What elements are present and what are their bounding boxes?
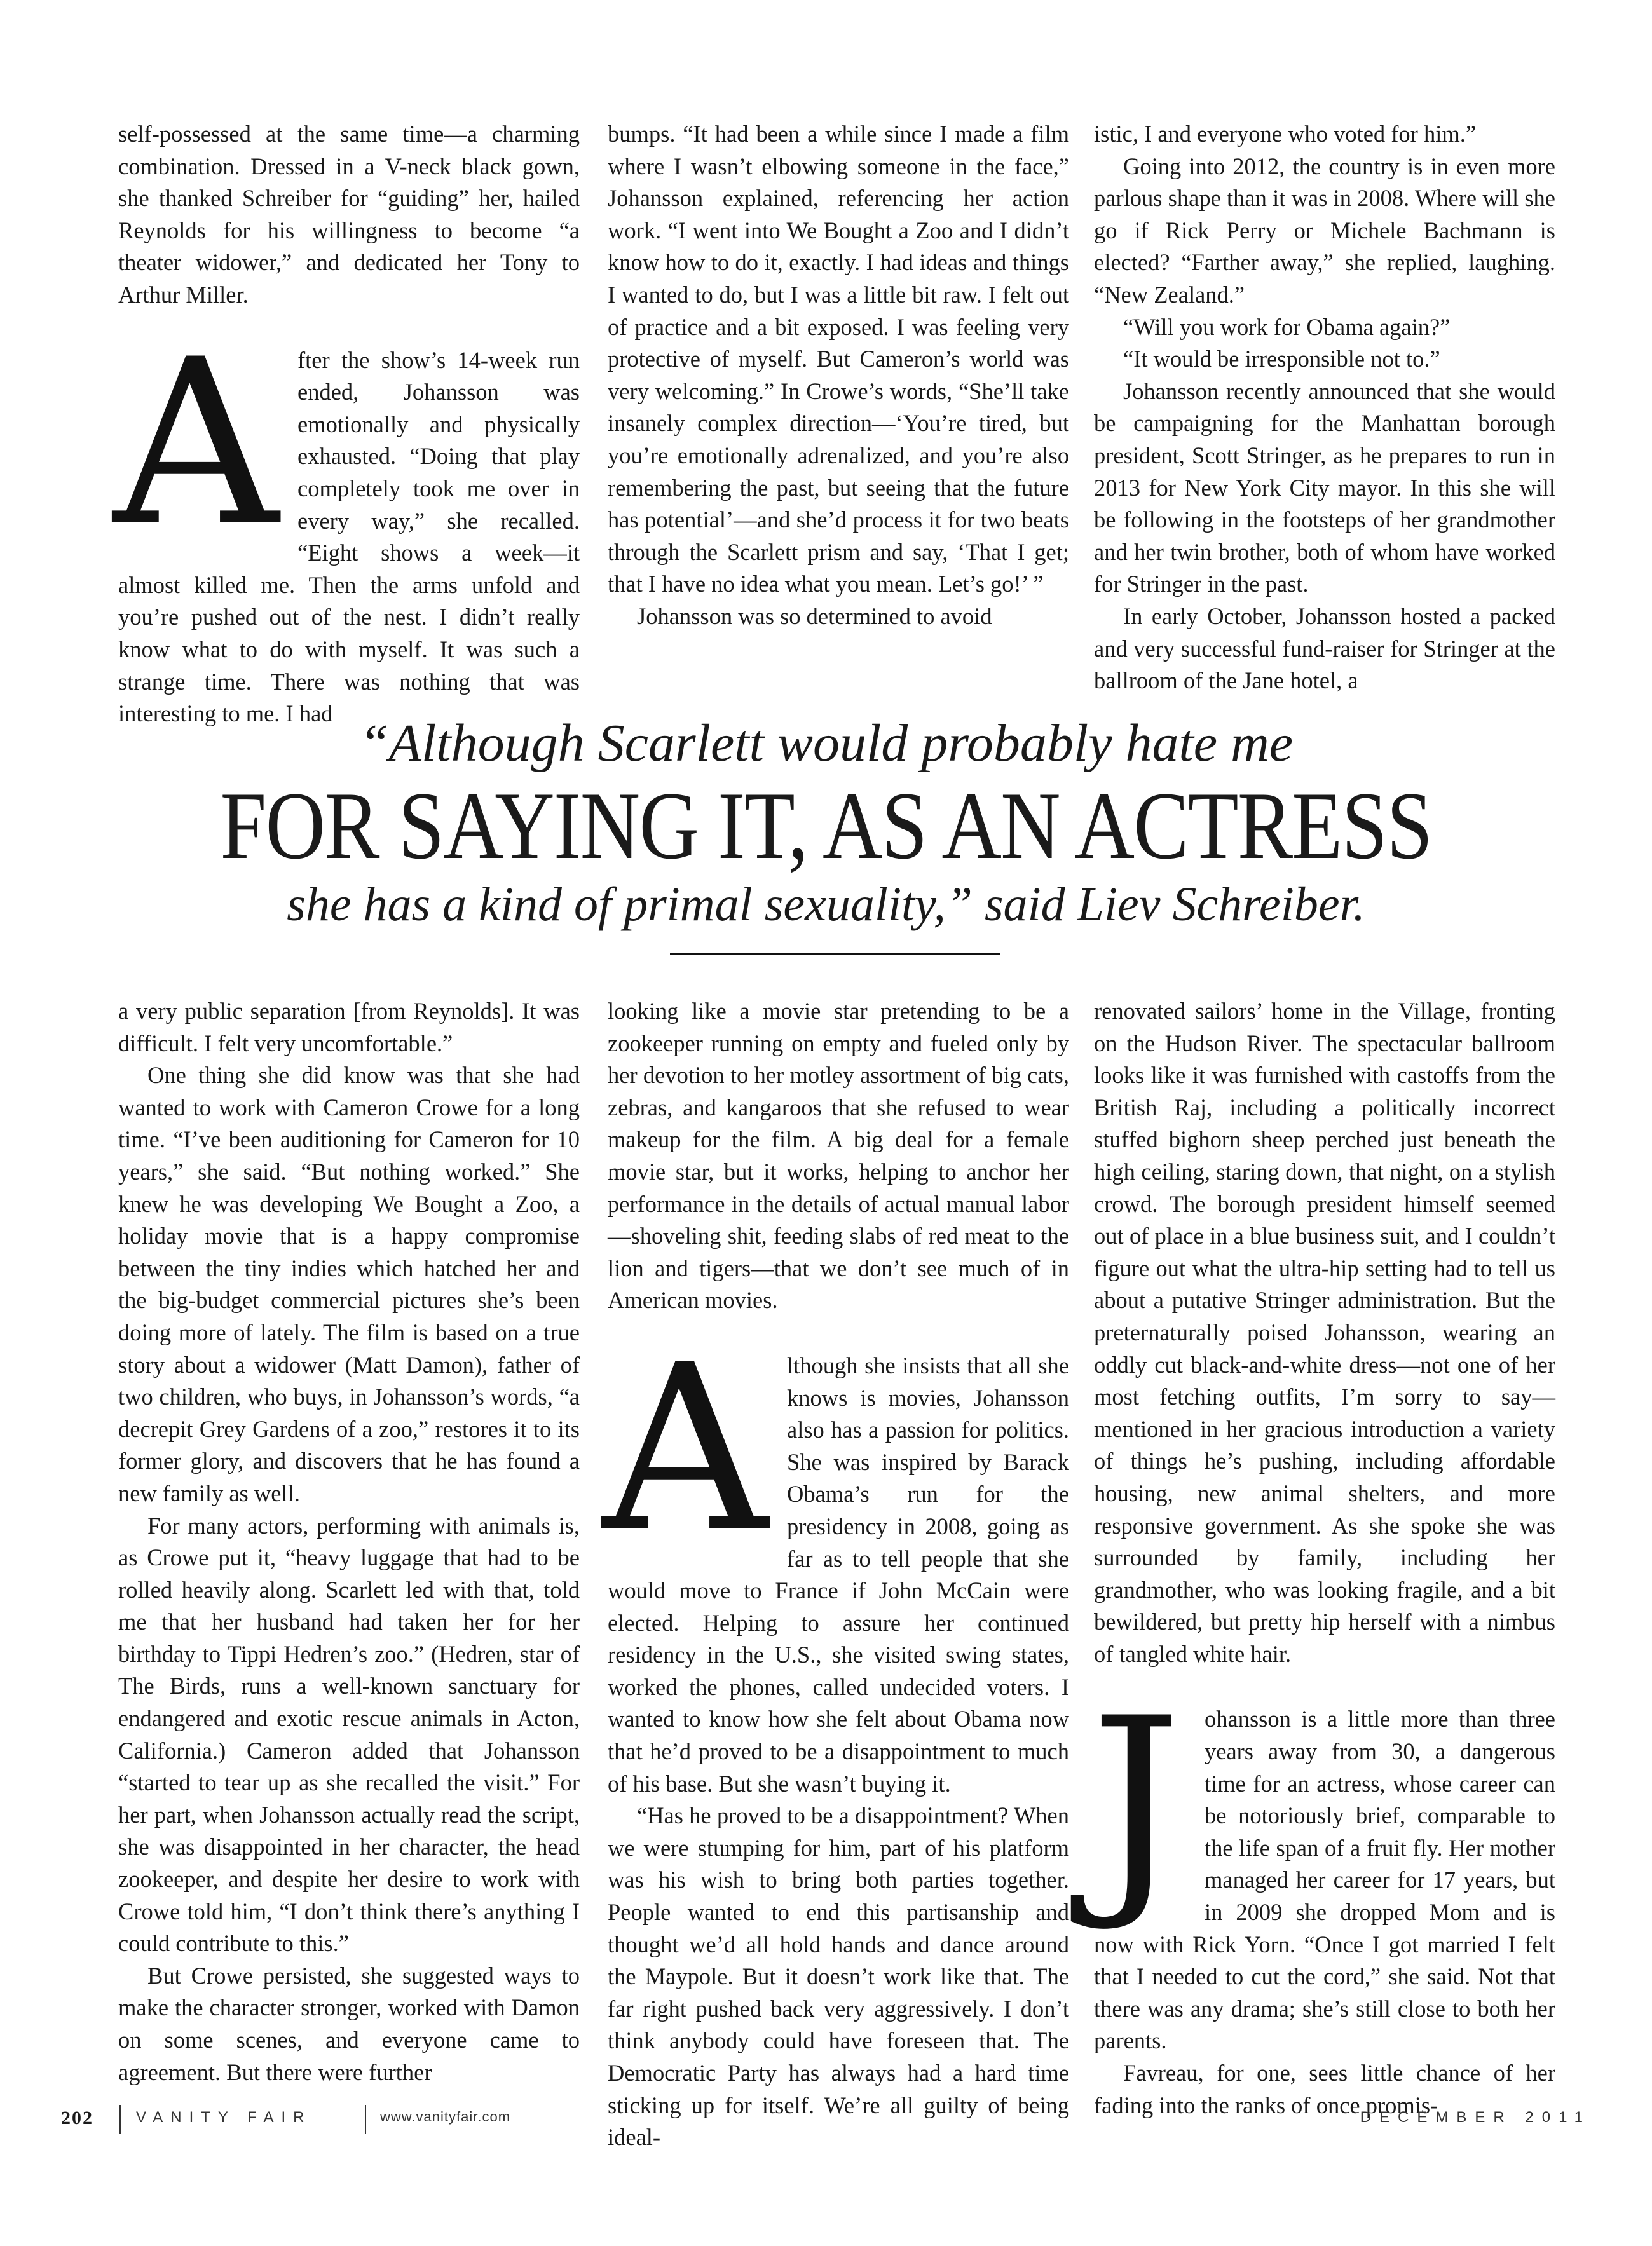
paragraph: “Has he proved to be a disappointment? When we were stumping for him, part of his platform was his wish to bring both parties together. People wanted to end this partisanship and thought we’d all hold hands and dance around the Maypole. But it doesn’t work like that. The far right pushed back very aggressively. I don’t think anybody could have foreseen that. The Democratic Party has always had a hard time sticking up for itself. We’re all guilty of being ideal- — [608, 1802, 1069, 2151]
paragraph: looking like a movie star pretending to be a zookeeper running on empty and fueled only by her devotion to her motley assortment of big cats, zebras, and kangaroos that she refused to wear makeup for the film. A big deal for a female movie star, but it works, helping to anchor her performance in the details of actual manual labor—shoveling shit, feeding slabs of red meat to the lion and tigers—that we don’t see much of in American movies. — [608, 998, 1069, 1314]
page-footer — [61, 2105, 1591, 2135]
column-2-top — [608, 118, 1069, 633]
divider — [365, 2105, 366, 2134]
paragraph: “Will you work for Obama again?” — [1123, 313, 1451, 340]
column-1-bottom — [118, 995, 580, 2088]
website-url[interactable]: www.vanityfair.com — [380, 2109, 511, 2125]
paragraph: But Crowe persisted, she suggested ways to make the character stronger, worked with Damon on some scenes, and everyone came to agreement. But there were further — [118, 1962, 580, 2085]
paragraph: “It would be irresponsible not to.” — [1123, 346, 1440, 372]
paragraph: After the show’s 14-week run ended, Johansson was emotionally and physically exhausted. “Doing that play completely took me over in every way,” she recalled. “Eight shows a week—it almost killed me. Then the arms unfold and you’re pushed out of the nest. I didn’t really know what to do with myself. It was such a strange time. There was nothing that was interesting to me. I had — [113, 310, 580, 727]
column-2-bottom — [603, 995, 1069, 2154]
paragraph: a very public separation [from Reynolds]. It was difficult. I felt very uncomfortable.” — [118, 998, 580, 1056]
pull-quote-line-3: she has a kind of primal sexuality,” said Liev Schreiber. — [287, 878, 1365, 931]
paragraph: istic, I and everyone who voted for him.” — [1094, 121, 1477, 147]
pull-quote-rule — [670, 953, 1000, 955]
column-3-top — [1094, 118, 1555, 697]
drop-cap: A — [603, 1315, 768, 1582]
pull-quote-line-2: FOR SAYING IT, AS AN ACTRESS — [220, 772, 1432, 879]
pull-quote-line-1: “Although Scarlett would probably hate me — [358, 714, 1294, 773]
paragraph: self-possessed at the same time—a charming combination. Dressed in a V-neck black gown, she thanked Schreiber for “guiding” her, hailed Reynolds for his willingness to become “a theater widower,” and dedicated her Tony to Arthur Miller. — [118, 121, 580, 308]
paragraph: In early October, Johansson hosted a packed and very successful fund-raiser for Stringer at the ballroom of the Jane hotel, a — [1094, 602, 1555, 694]
paragraph: Although she insists that all she knows is movies, Johansson also has a passion for politics. She was inspired by Barack Obama’s run for the presidency in 2008, going as far as to tell people that she would move to France if John McCain were elected. Helping to assure her continued residency in the U.S., she visited swing states, worked the phones, called undecided voters. I wanted to know how she felt about Obama now that he’d proved to be a disappointment to much of his base. But she wasn’t buying it. — [603, 1315, 1069, 1797]
page-number: 202 — [61, 2107, 93, 2128]
paragraph: Johansson is a little more than three years away from 30, a dangerous time for an actress, whose career can be notoriously brief, comparable to the life span of a fruit fly. Her mother managed her career for 17 years, but in 2009 she dropped Mom and is now with Rick Yorn. “Once I got married I felt that I needed to cut the cord,” she said. Not that there was any drama; she’s still close to both her parents. — [1090, 1669, 1555, 2054]
magazine-name: VANITY FAIR — [136, 2109, 312, 2126]
paragraph: Favreau, for one, sees little chance of her fading into the ranks of once promis- — [1094, 2060, 1555, 2118]
column-3-bottom — [1090, 995, 1555, 2121]
drop-cap: A — [113, 310, 278, 576]
paragraph: For many actors, performing with animals is, as Crowe put it, “heavy luggage that had to be rolled heavily along. Scarlett led with that, told me that her husband had taken her for her birthday to Tippi Hedren’s zoo.” (Hedren, star of The Birds, runs a well-known sanctuary for endangered and exotic rescue animals in Acton, California.) Cameron added that Johansson “started to tear up as she recalled the visit.” For her part, when Johansson actually read the script, she was disappointed in her character, the head zookeeper, and despite her desire to work with Crowe told him, “I don’t think there’s anything I could contribute to this.” — [118, 1512, 580, 1957]
drop-cap: J — [1090, 1669, 1182, 1936]
paragraph: bumps. “It had been a while since I made a film where I wasn’t elbowing someone in the face,” Johansson explained, referencing her action work. “I went into We Bought a Zoo and I didn’t know how to do it, exactly. I had ideas and things I wanted to do, but I was a little bit raw. I felt out of practice and a bit exposed. I was feeling very protective of myself. But Cameron’s world was very welcoming.” In Crowe’s words, “She’ll take insanely complex direction—‘You’re tired, but you’re emotionally adrenalized, and you’re also remembering the past, but seeing that the future has potential’—and she’d process it for two beats through the Scarlett prism and say, ‘That I get; that I have no idea what you mean. Let’s go!’ ” — [608, 121, 1069, 597]
paragraph: Johansson recently announced that she would be campaigning for the Manhattan borough president, Scott Stringer, as he prepares to run in 2013 for New York City mayor. In this she will be following in the footsteps of her grandmother and her twin brother, both of whom have worked for Stringer in the past. — [1094, 378, 1555, 597]
paragraph: Going into 2012, the country is in even more parlous shape than it was in 2008. Where will she go if Rick Perry or Michele Bachmann is elected? “Farther away,” she replied, laughing. “New Zealand.” — [1094, 153, 1555, 308]
column-1-top — [113, 118, 580, 730]
issue-date: DECEMBER 2011 — [1360, 2109, 1591, 2126]
divider — [119, 2105, 121, 2134]
paragraph: renovated sailors’ home in the Village, fronting on the Hudson River. The spectacular ballroom looks like it was furnished with castoffs from the British Raj, including a politically incorrect stuffed bighorn sheep perched just beneath the high ceiling, staring down, that night, on a stylish crowd. The borough president himself seemed out of place in a blue business suit, and I couldn’t figure out what the ultra-hip setting had to tell us about a putative Stringer administration. But the preternaturally poised Johansson, wearing an oddly cut black-and-white dress—not one of her most fetching outfits, I’m sorry to say—mentioned in her gracious introduction a variety of things he’s pushing, including affordable housing, new animal shelters, and more responsive government. As she spoke she was surrounded by family, including her grandmother, who was looking fragile, and a bit bewildered, but pretty hip herself with a nimbus of tangled white hair. — [1094, 998, 1555, 1667]
paragraph: One thing she did know was that she had wanted to work with Cameron Crowe for a long time. “I’ve been auditioning for Cameron for 10 years,” she said. “But nothing worked.” She knew he was developing We Bought a Zoo, a holiday movie that is a happy compromise between the tiny indies which hatched her and the big-budget commercial pictures she’s been doing more of lately. The film is based on a true story about a widower (Matt Damon), father of two children, who buys, in Johansson’s words, “a decrepit Grey Gardens of a zoo,” restores it to its former glory, and discovers that he has found a new family as well. — [118, 1062, 580, 1506]
paragraph: Johansson was so determined to avoid — [637, 602, 992, 629]
